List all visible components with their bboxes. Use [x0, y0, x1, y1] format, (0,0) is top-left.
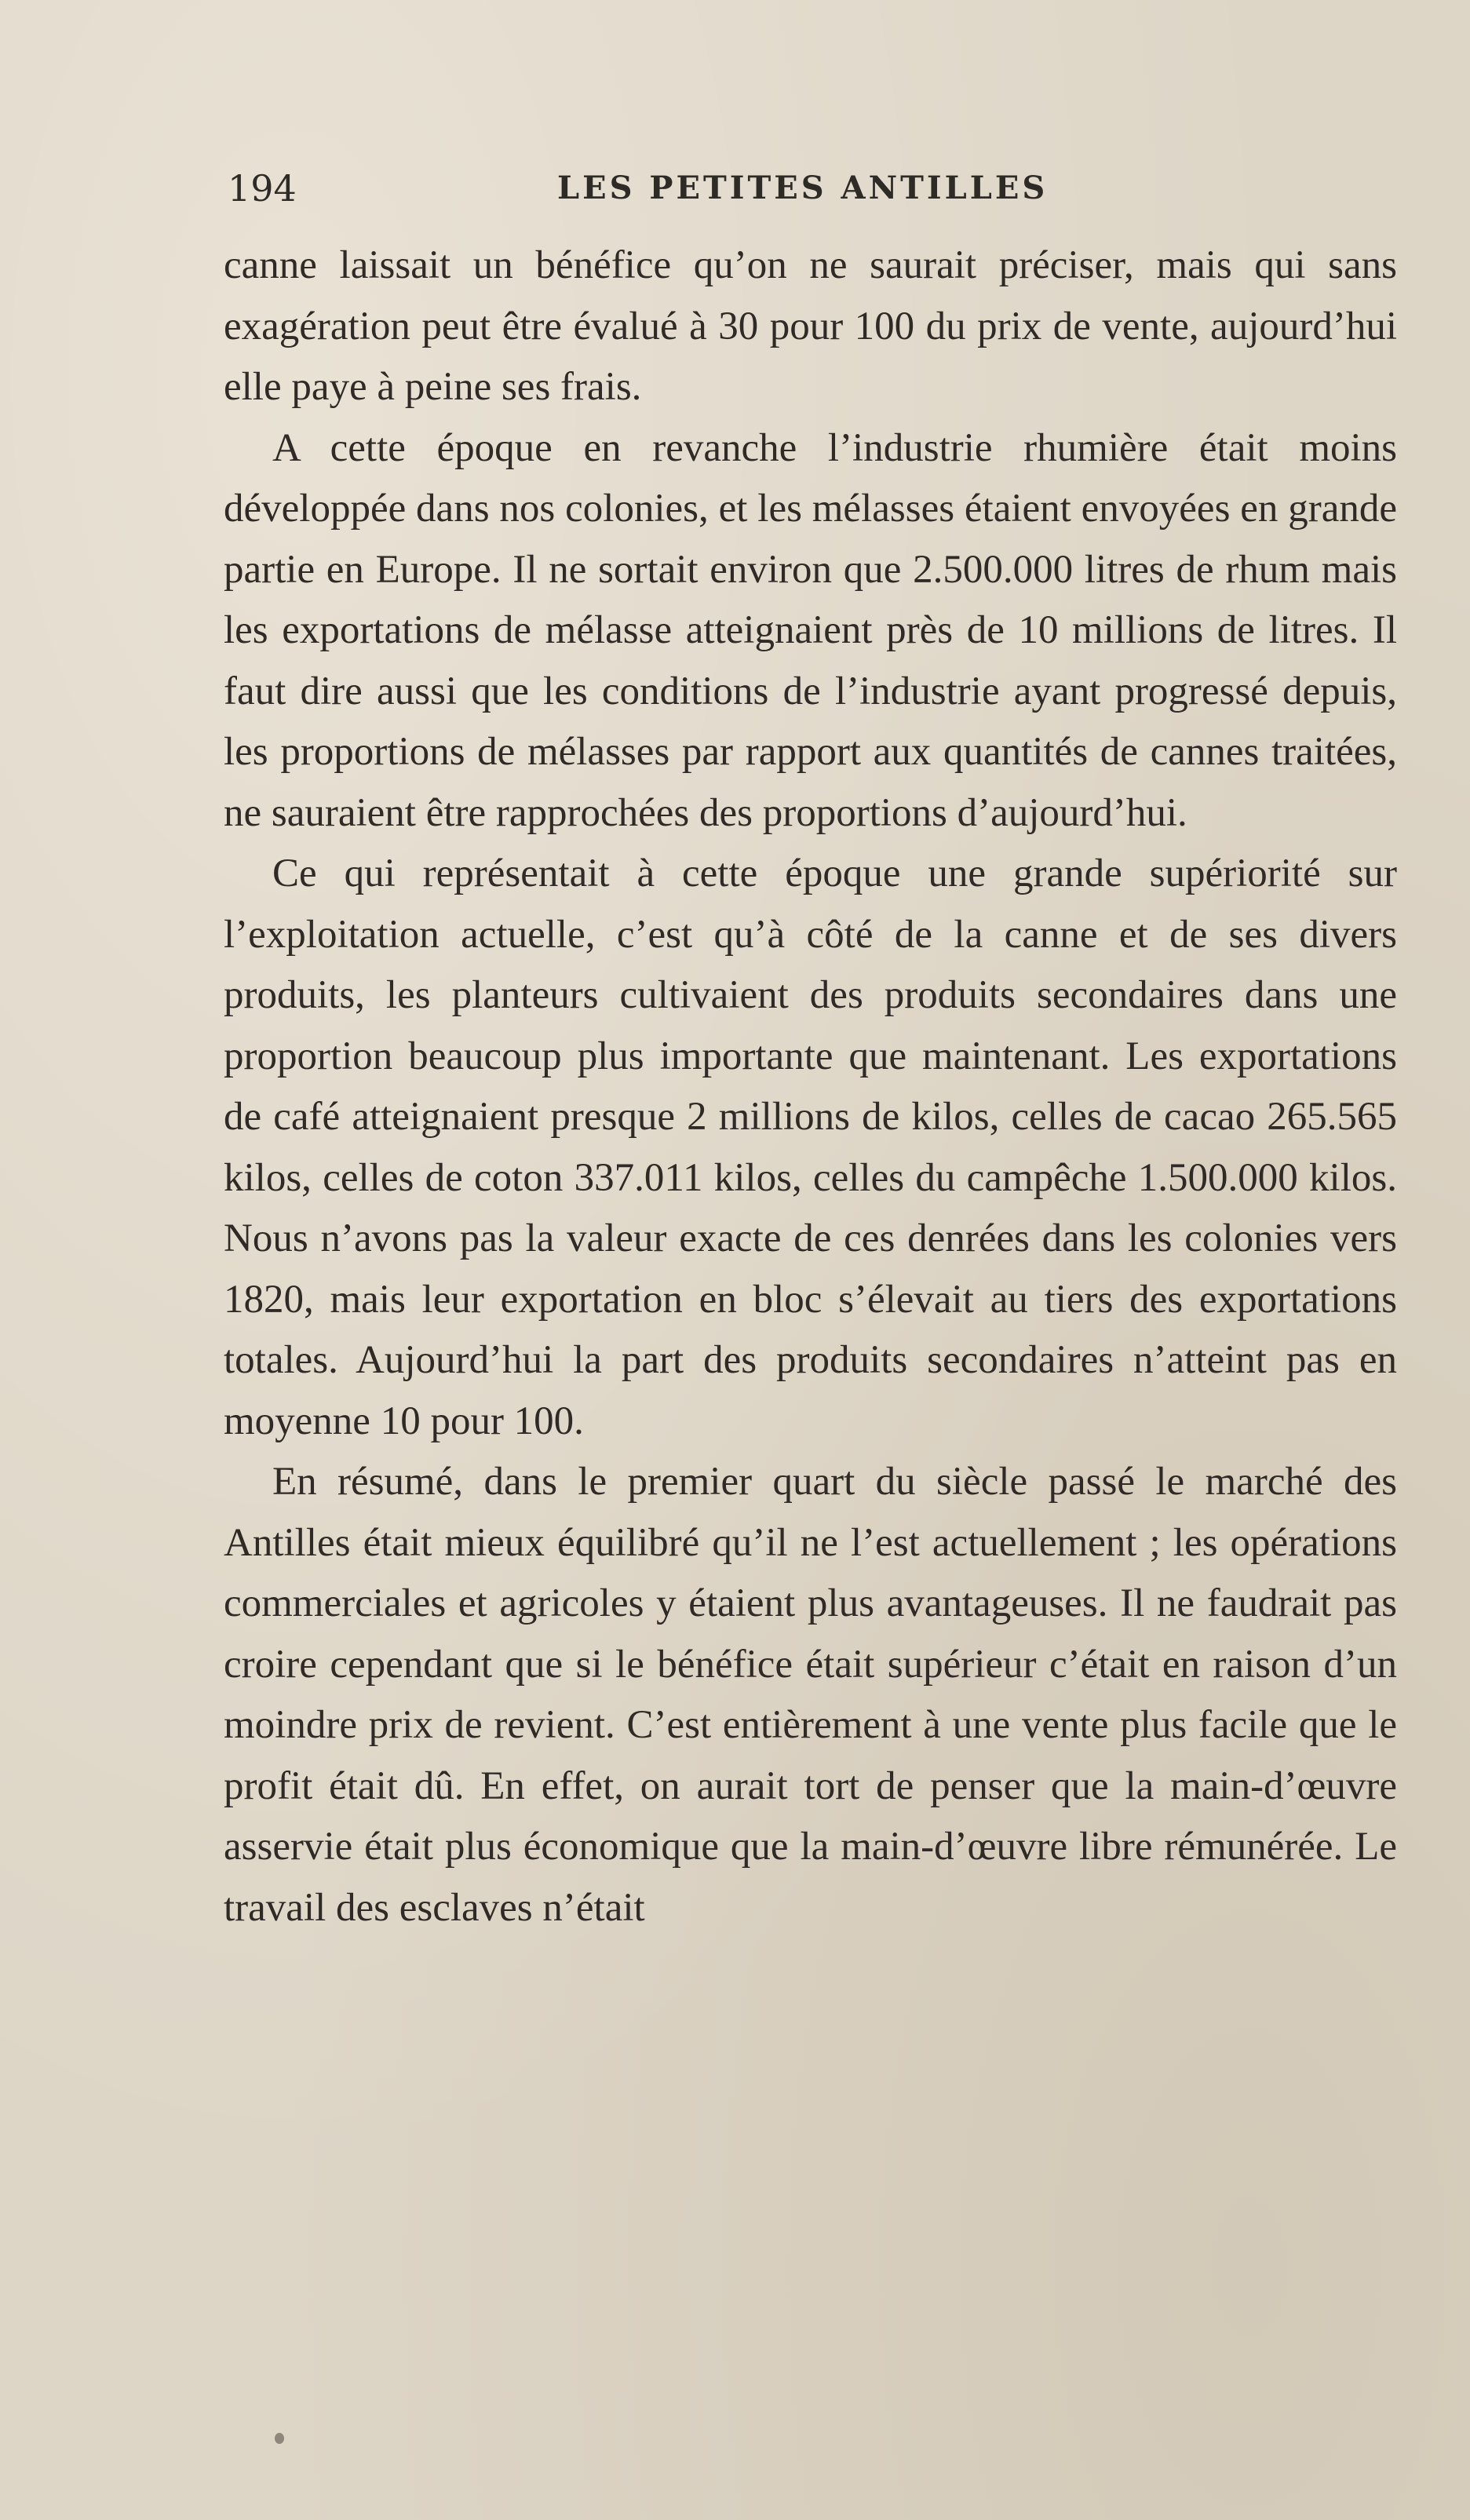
running-title: LES PETITES ANTILLES: [557, 170, 1049, 206]
paragraph: En résumé, dans le premier quart du siècle passé le marché des Antilles était mieux équilibré qu’il ne l’est actuellement ; les opérations commerciales et agricoles y étaient plus avantageuses. Il ne faudrait pas croire cependant que si le bénéfice était supérieur c’était en raison d’un moindre prix de revient. C’est entièrement à une vente plus facile que le profit était dû. En effet, on aurait tort de penser que la main-d’œuvre asservie était plus économique que la main-d’œuvre libre rémunérée. Le travail des esclaves n’était: [224, 1460, 1397, 1930]
page-header: [228, 165, 1397, 212]
body-text: [224, 235, 1397, 1938]
page-number: 194: [228, 167, 297, 210]
paragraph-continuation: canne laissait un bénéfice qu’on ne saurait préciser, mais qui sans exagération peut être évalué à 30 pour 100 du prix de vente, aujourd’hui elle paye à peine ses frais.: [224, 243, 1397, 409]
paragraph: A cette époque en revanche l’industrie rhumière était moins développée dans nos colonies, et les mélasses étaient envoyées en grande partie en Europe. Il ne sortait environ que 2.500.000 litres de rhum mais les exportations de mélasse atteignaient près de 10 millions de litres. Il faut dire aussi que les conditions de l’industrie ayant progressé depuis, les proportions de mélasses par rapport aux quantités de cannes traitées, ne sauraient être rapprochées des proportions d’aujourd’hui.: [224, 425, 1397, 835]
paragraph: Ce qui représentait à cette époque une grande supériorité sur l’exploitation actuelle, c’est qu’à côté de la canne et de ses divers produits, les planteurs cultivaient des produits secondaires dans une proportion beaucoup plus importante que maintenant. Les exportations de café atteignaient presque 2 millions de kilos, celles de cacao 265.565 kilos, celles de coton 337.011 kilos, celles du campêche 1.500.000 kilos. Nous n’avons pas la valeur exacte de ces denrées dans les colonies vers 1820, mais leur exportation en bloc s’élevait au tiers des exportations totales. Aujourd’hui la part des produits secondaires n’atteint pas en moyenne 10 pour 100.: [224, 852, 1397, 1443]
ink-speck: [275, 2433, 284, 2444]
